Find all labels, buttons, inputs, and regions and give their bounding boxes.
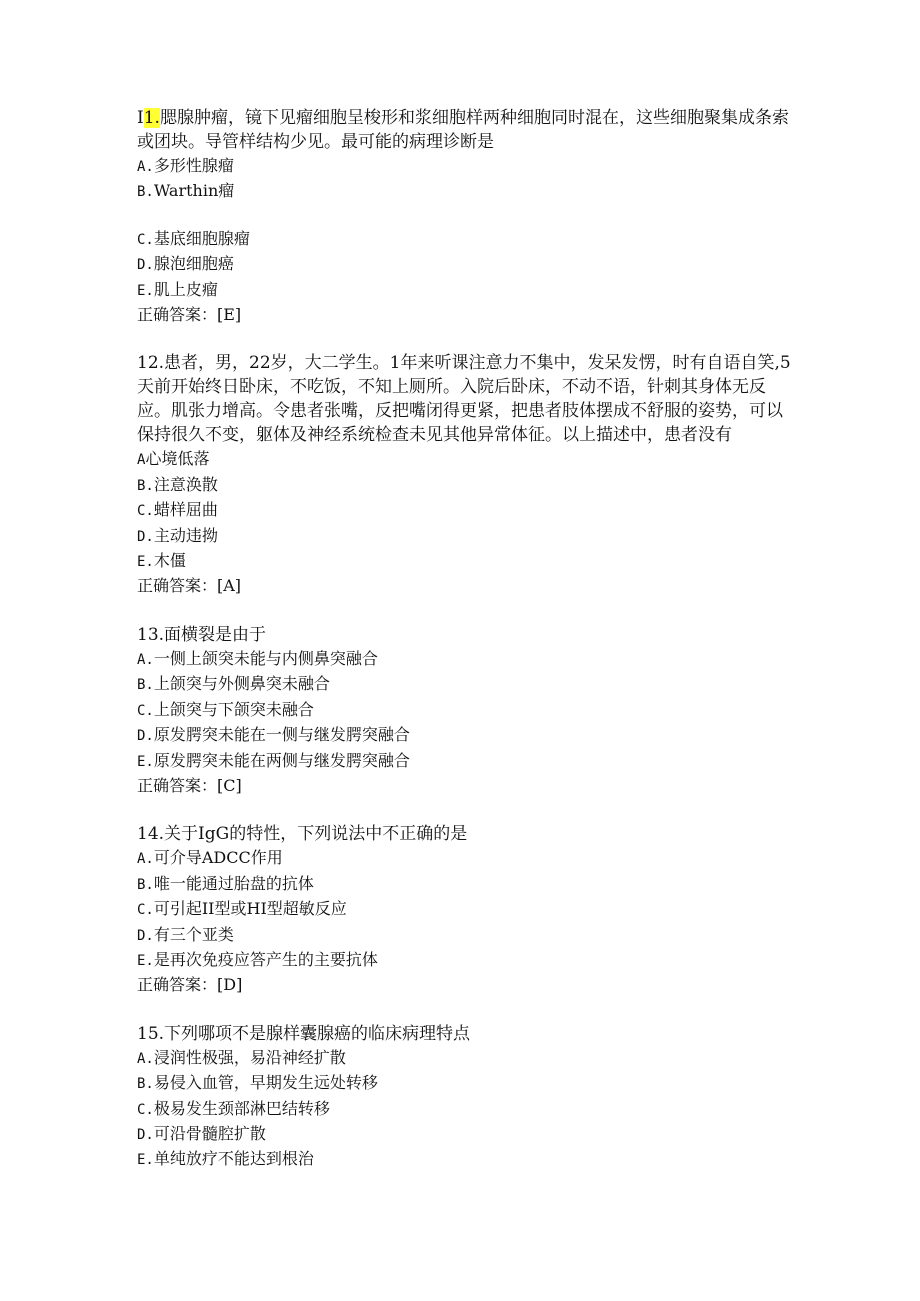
- option-d: D.原发腭突未能在一侧与继发腭突融合: [137, 725, 410, 745]
- question-text: 患者，男，22岁，大二学生。1年来听课注意力不集中，发呆发愣，时有自语自笑,5天前开始终日卧床，不吃饭，不知上厕所。入院后卧床，不动不语，针刺其身体无反应。肌张力增高。令患者张嘴，反把嘴闭得更紧，把患者肢体摆成不舒服的姿势，可以保持很久不变，躯体及神经系统检查未见其他异常体征。以上描述中，患者没有: [137, 353, 791, 446]
- question-stem: [137, 106, 797, 154]
- option-d: D.主动违拗: [137, 525, 218, 545]
- question-number-prefix: I: [137, 108, 144, 128]
- option-b: B.注意涣散: [137, 474, 218, 494]
- question-stem: [137, 351, 797, 447]
- question-11: [137, 106, 797, 327]
- option-c: C.极易发生颈部淋巴结转移: [137, 1098, 330, 1118]
- option-e: E.原发腭突未能在两侧与继发腭突融合: [137, 750, 410, 770]
- question-number: 15.: [137, 1023, 165, 1044]
- spacer: [137, 205, 797, 227]
- option-a: A.浸润性极强，易沿神经扩散: [137, 1047, 346, 1067]
- question-12: [137, 351, 797, 598]
- correct-answer: 正确答案：[D]: [137, 975, 243, 995]
- question-text: 关于IgG的特性，下列说法中不正确的是: [164, 824, 468, 845]
- option-a: A.一侧上颌突未能与内侧鼻突融合: [137, 648, 378, 668]
- spacer: [137, 599, 797, 623]
- question-stem: [137, 1022, 797, 1046]
- correct-answer: 正确答案：[E]: [137, 305, 242, 325]
- option-e: E.单纯放疗不能达到根治: [137, 1149, 314, 1169]
- correct-answer: 正确答案：[C]: [137, 775, 242, 795]
- option-b: B.易侵入血管，早期发生远处转移: [137, 1073, 378, 1093]
- option-e: E.肌上皮瘤: [137, 279, 218, 299]
- option-d: D.腺泡细胞癌: [137, 254, 234, 274]
- option-c: C.基底细胞腺瘤: [137, 228, 250, 248]
- correct-answer: 正确答案：[A]: [137, 576, 242, 596]
- option-c: C.上颌突与下颌突未融合: [137, 699, 314, 719]
- option-e: E.是再次免疫应答产生的主要抗体: [137, 949, 378, 969]
- question-text: 腮腺肿瘤，镜下见瘤细胞呈梭形和浆细胞样两种细胞同时混在，这些细胞聚集成条索或团块。导管样结构少见。最可能的病理诊断是: [137, 108, 789, 152]
- question-13: [137, 623, 797, 798]
- spacer: [137, 998, 797, 1022]
- question-stem: [137, 623, 797, 647]
- option-c: C.可引起II型或HI型超敏反应: [137, 899, 347, 919]
- question-15: [137, 1022, 797, 1173]
- option-a: A心境低落: [137, 449, 210, 469]
- spacer: [137, 327, 797, 351]
- option-b: B.唯一能通过胎盘的抗体: [137, 873, 314, 893]
- question-number: 13.: [137, 624, 165, 645]
- option-a: A.可介导ADCC作用: [137, 848, 283, 868]
- option-b: B.上颌突与外侧鼻突未融合: [137, 674, 330, 694]
- question-number: 12.: [137, 353, 165, 374]
- question-14: [137, 822, 797, 997]
- document-page: [137, 106, 797, 1173]
- option-a: A.多形性腺瘤: [137, 156, 234, 175]
- question-stem: [137, 822, 797, 846]
- question-text: 下列哪项不是腺样囊腺癌的临床病理特点: [164, 1023, 471, 1044]
- option-d: D.有三个亚类: [137, 924, 234, 944]
- question-number: 14.: [137, 824, 165, 845]
- option-e: E.木僵: [137, 551, 186, 571]
- question-number-highlight: 1.: [143, 108, 160, 128]
- option-c: C.蜡样屈曲: [137, 500, 218, 520]
- option-d: D.可沿骨髓腔扩散: [137, 1123, 266, 1143]
- option-b: B.Warthin瘤: [137, 181, 235, 201]
- question-text: 面横裂是由于: [164, 624, 267, 645]
- spacer: [137, 798, 797, 822]
